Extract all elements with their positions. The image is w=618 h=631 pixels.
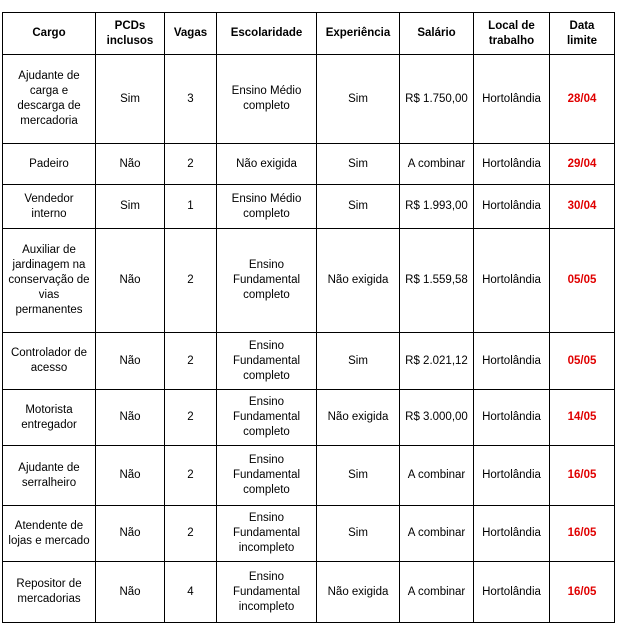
cell-experiencia: Sim bbox=[317, 55, 400, 144]
cell-pcds: Não bbox=[96, 144, 165, 185]
cell-experiencia: Sim bbox=[317, 446, 400, 506]
cell-pcds: Não bbox=[96, 506, 165, 562]
cell-salario: A combinar bbox=[400, 562, 474, 623]
header-vagas: Vagas bbox=[165, 13, 217, 55]
cell-escolaridade: Não exigida bbox=[217, 144, 317, 185]
cell-experiencia: Não exigida bbox=[317, 562, 400, 623]
cell-escolaridade: Ensino Fundamental completo bbox=[217, 229, 317, 333]
cell-salario: R$ 1.993,00 bbox=[400, 185, 474, 229]
cell-experiencia: Sim bbox=[317, 185, 400, 229]
cell-escolaridade: Ensino Médio completo bbox=[217, 185, 317, 229]
cell-salario: A combinar bbox=[400, 144, 474, 185]
cell-local: Hortolândia bbox=[474, 185, 550, 229]
cell-cargo: Controlador de acesso bbox=[3, 333, 96, 390]
cell-vagas: 4 bbox=[165, 562, 217, 623]
table-row bbox=[3, 185, 615, 229]
cell-pcds: Não bbox=[96, 333, 165, 390]
header-local: Local de trabalho bbox=[474, 13, 550, 55]
cell-escolaridade: Ensino Fundamental incompleto bbox=[217, 562, 317, 623]
cell-vagas: 2 bbox=[165, 229, 217, 333]
table-row bbox=[3, 55, 615, 144]
cell-cargo: Motorista entregador bbox=[3, 390, 96, 446]
table-row bbox=[3, 144, 615, 185]
job-openings-table bbox=[2, 12, 615, 623]
cell-data-limite: 05/05 bbox=[550, 333, 615, 390]
cell-local: Hortolândia bbox=[474, 390, 550, 446]
table-row bbox=[3, 506, 615, 562]
cell-pcds: Não bbox=[96, 229, 165, 333]
header-row bbox=[3, 13, 615, 55]
cell-vagas: 2 bbox=[165, 333, 217, 390]
cell-local: Hortolândia bbox=[474, 229, 550, 333]
header-salario: Salário bbox=[400, 13, 474, 55]
cell-cargo: Padeiro bbox=[3, 144, 96, 185]
cell-experiencia: Não exigida bbox=[317, 390, 400, 446]
table-row bbox=[3, 446, 615, 506]
cell-pcds: Não bbox=[96, 562, 165, 623]
cell-vagas: 2 bbox=[165, 506, 217, 562]
cell-data-limite: 05/05 bbox=[550, 229, 615, 333]
cell-cargo: Ajudante de serralheiro bbox=[3, 446, 96, 506]
header-data-limite: Data limite bbox=[550, 13, 615, 55]
header-experiencia: Experiência bbox=[317, 13, 400, 55]
cell-salario: R$ 3.000,00 bbox=[400, 390, 474, 446]
table-row bbox=[3, 562, 615, 623]
cell-escolaridade: Ensino Médio completo bbox=[217, 55, 317, 144]
cell-data-limite: 30/04 bbox=[550, 185, 615, 229]
cell-vagas: 1 bbox=[165, 185, 217, 229]
table-row bbox=[3, 229, 615, 333]
cell-pcds: Sim bbox=[96, 185, 165, 229]
cell-pcds: Não bbox=[96, 446, 165, 506]
cell-data-limite: 14/05 bbox=[550, 390, 615, 446]
cell-experiencia: Sim bbox=[317, 144, 400, 185]
cell-salario: R$ 1.559,58 bbox=[400, 229, 474, 333]
cell-cargo: Repositor de mercadorias bbox=[3, 562, 96, 623]
cell-vagas: 2 bbox=[165, 446, 217, 506]
cell-escolaridade: Ensino Fundamental completo bbox=[217, 333, 317, 390]
cell-cargo: Ajudante de carga e descarga de mercadoria bbox=[3, 55, 96, 144]
cell-data-limite: 29/04 bbox=[550, 144, 615, 185]
cell-experiencia: Não exigida bbox=[317, 229, 400, 333]
cell-experiencia: Sim bbox=[317, 333, 400, 390]
table-row bbox=[3, 390, 615, 446]
cell-escolaridade: Ensino Fundamental incompleto bbox=[217, 506, 317, 562]
cell-pcds: Não bbox=[96, 390, 165, 446]
header-cargo: Cargo bbox=[3, 13, 96, 55]
cell-data-limite: 28/04 bbox=[550, 55, 615, 144]
cell-local: Hortolândia bbox=[474, 562, 550, 623]
cell-cargo: Atendente de lojas e mercado bbox=[3, 506, 96, 562]
cell-vagas: 2 bbox=[165, 144, 217, 185]
cell-experiencia: Sim bbox=[317, 506, 400, 562]
cell-pcds: Sim bbox=[96, 55, 165, 144]
header-escolaridade: Escolaridade bbox=[217, 13, 317, 55]
cell-salario: A combinar bbox=[400, 506, 474, 562]
cell-escolaridade: Ensino Fundamental completo bbox=[217, 390, 317, 446]
cell-escolaridade: Ensino Fundamental completo bbox=[217, 446, 317, 506]
cell-local: Hortolândia bbox=[474, 144, 550, 185]
cell-salario: R$ 1.750,00 bbox=[400, 55, 474, 144]
table-row bbox=[3, 333, 615, 390]
cell-local: Hortolândia bbox=[474, 55, 550, 144]
cell-data-limite: 16/05 bbox=[550, 562, 615, 623]
cell-cargo: Auxiliar de jardinagem na conservação de vias permanentes bbox=[3, 229, 96, 333]
cell-local: Hortolândia bbox=[474, 506, 550, 562]
cell-salario: R$ 2.021,12 bbox=[400, 333, 474, 390]
cell-vagas: 2 bbox=[165, 390, 217, 446]
cell-salario: A combinar bbox=[400, 446, 474, 506]
cell-local: Hortolândia bbox=[474, 333, 550, 390]
cell-data-limite: 16/05 bbox=[550, 446, 615, 506]
cell-data-limite: 16/05 bbox=[550, 506, 615, 562]
cell-vagas: 3 bbox=[165, 55, 217, 144]
cell-cargo: Vendedor interno bbox=[3, 185, 96, 229]
header-pcds: PCDs inclusos bbox=[96, 13, 165, 55]
cell-local: Hortolândia bbox=[474, 446, 550, 506]
